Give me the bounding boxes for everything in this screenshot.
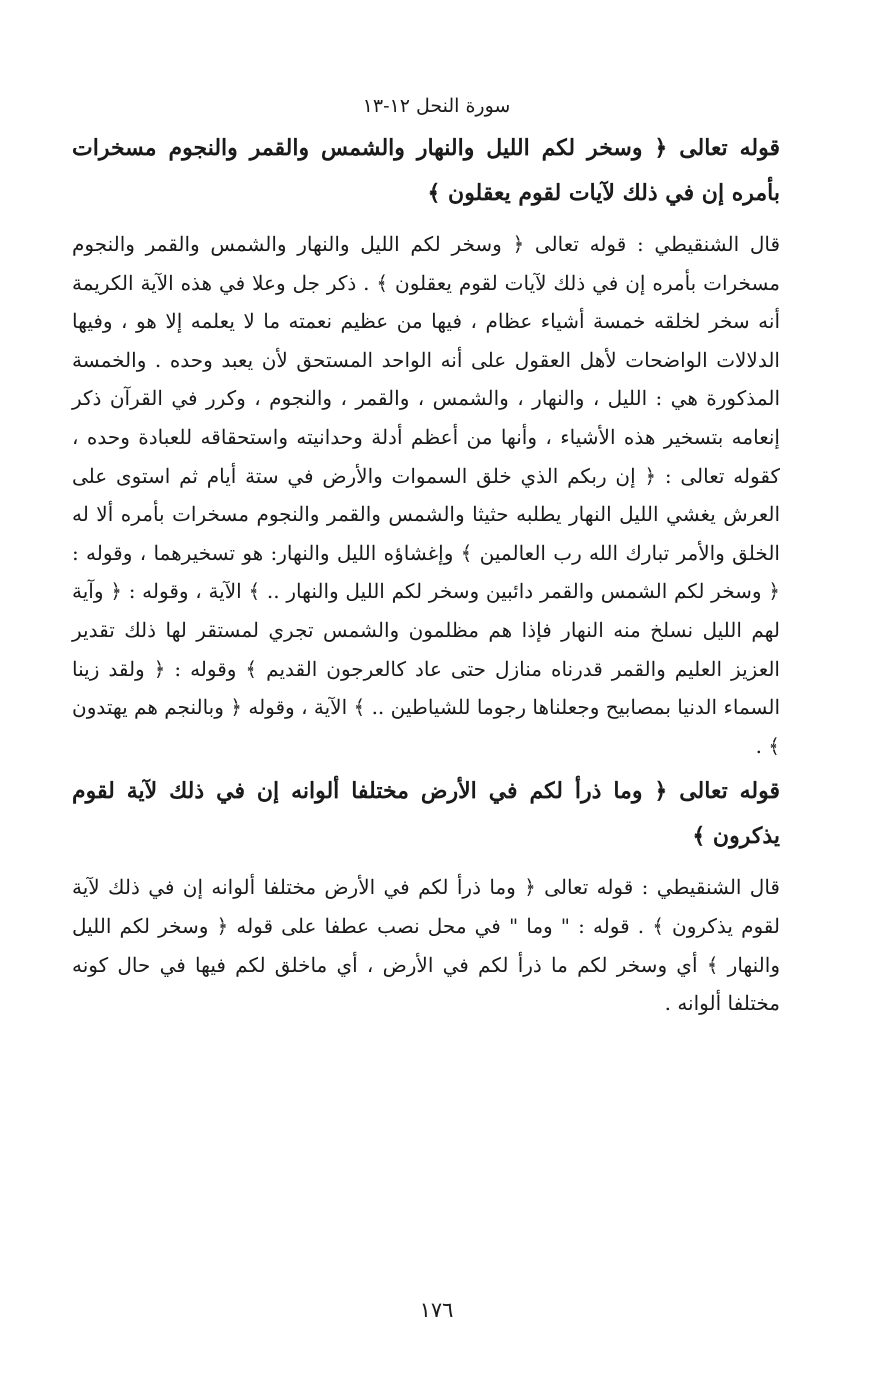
- running-header: سورة النحل ١٢-١٣: [362, 95, 511, 117]
- section-verse-13: [72, 769, 780, 1022]
- verse-heading: قوله تعالى ﴿ وسخر لكم الليل والنهار والشمس والقمر والنجوم مسخرات بأمره إن في ذلك لآيات لقوم يعقلون ﴾: [72, 135, 780, 206]
- page-number: ١٧٦: [419, 1298, 454, 1322]
- page-content: [72, 126, 780, 1023]
- section-verse-12: [72, 126, 780, 765]
- commentary-paragraph: قال الشنقيطي : قوله تعالى ﴿ وسخر لكم الليل والنهار والشمس والقمر والنجوم مسخرات بأمره إن في ذلك لآيات لقوم يعقلون ﴾ . ذكر جل وعلا في هذه الآية الكريمة أنه سخر لخلقه خمسة أشياء عظام ، فيها من عظيم نعمته ما لا يعلمه إلا هو ، وفيها الدلالات الواضحات لأهل العقول على أنه الواحد المستحق لأن يعبد وحده . والخمسة المذكورة هي : الليل ، والنهار ، والشمس ، والقمر ، والنجوم ، وكرر في القرآن ذكر إنعامه بتسخير هذه الأشياء ، وأنها من أعظم أدلة وحدانيته واستحقاقه للعبادة وحده ، كقوله تعالى : ﴿ إن ربكم الذي خلق السموات والأرض في ستة أيام ثم استوى على العرش يغشي الليل النهار يطلبه حثيثا والشمس والقمر والنجوم مسخرات بأمره ألا له الخلق والأمر تبارك الله رب العالمين ﴾ وإغشاؤه الليل والنهار: هو تسخيرهما ، وقوله : ﴿ وسخر لكم الشمس والقمر دائبين وسخر لكم الليل والنهار .. ﴾ الآية ، وقوله : ﴿ وآية لهم الليل نسلخ منه النهار فإذا هم مظلمون والشمس تجري لمستقر لها ذلك تقدير العزيز العليم والقمر قدرناه منازل حتى عاد كالعرجون القديم ﴾ وقوله : ﴿ ولقد زينا السماء الدنيا بمصابيح وجعلناها رجوما للشياطين .. ﴾ الآية ، وقوله ﴿ وبالنجم هم يهتدون ﴾ .: [72, 232, 780, 758]
- verse-heading: قوله تعالى ﴿ وما ذرأ لكم في الأرض مختلفا ألوانه إن في ذلك لآية لقوم يذكرون ﴾: [72, 778, 780, 850]
- commentary-paragraph: قال الشنقيطي : قوله تعالى ﴿ وما ذرأ لكم في الأرض مختلفا ألوانه إن في ذلك لآية لقوم يذكرون ﴾ . قوله : " وما " في محل نصب عطفا على قوله ﴿ وسخر لكم الليل والنهار ﴾ أي وسخر لكم ما ذرأ لكم في الأرض ، أي ماخلق لكم فيها في حال كونه مختلفا ألوانه .: [72, 875, 780, 1016]
- spacer: [72, 859, 780, 868]
- spacer: [72, 216, 780, 225]
